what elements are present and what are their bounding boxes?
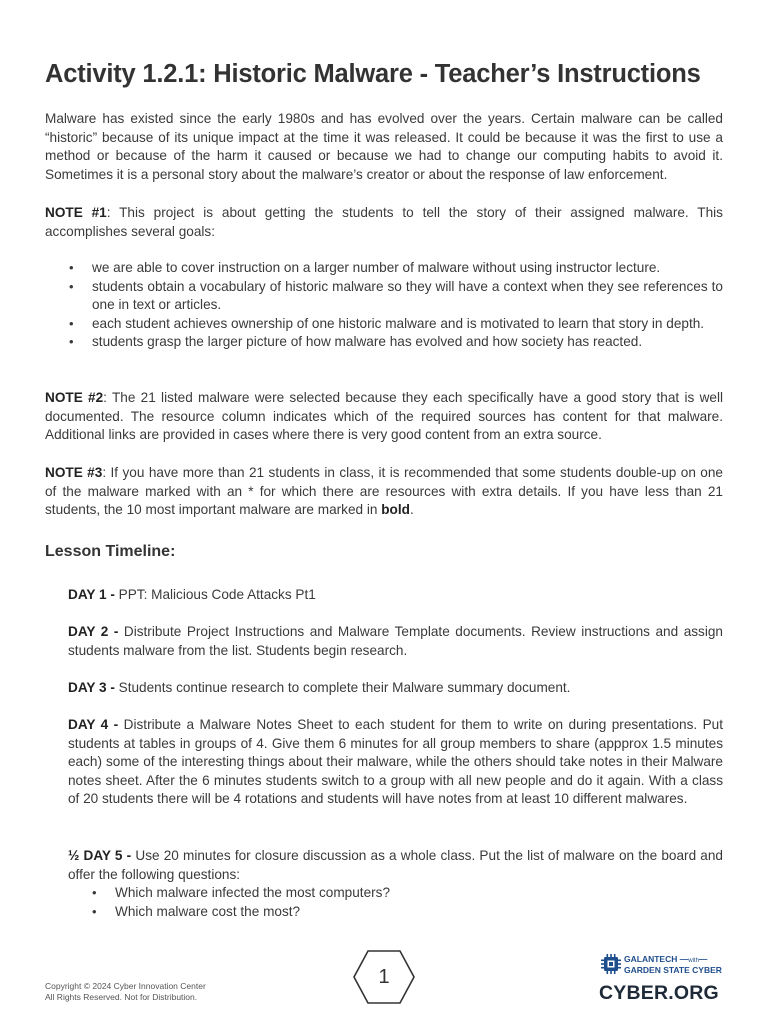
list-item-text: Which malware infected the most computers? xyxy=(115,885,391,900)
bullet-icon: • xyxy=(92,903,97,919)
galantech-chip-icon xyxy=(601,954,621,974)
cyber-org-logo: CYBER.ORG xyxy=(599,982,719,1004)
day-1-entry xyxy=(68,586,723,605)
note-3-label: NOTE #3 xyxy=(45,465,103,480)
note-2-label: NOTE #2 xyxy=(45,390,104,405)
day-label: DAY 2 - xyxy=(68,624,119,639)
day-label: ½ DAY 5 - xyxy=(68,848,132,863)
with-text: with xyxy=(688,958,699,964)
day-text: Use 20 minutes for closure discussion as a whole class. Put the list of malware on the board and offer the following questions: xyxy=(68,848,723,882)
day-label: DAY 3 - xyxy=(68,680,115,695)
list-item xyxy=(45,259,723,278)
galantech-logo-text: GALANTECH —with— xyxy=(624,954,708,964)
day-text: Students continue research to complete their Malware summary document. xyxy=(114,680,571,695)
questions-list xyxy=(68,884,723,921)
bullet-icon: • xyxy=(69,260,74,275)
day-2-entry xyxy=(68,623,723,660)
note-3-bold-word: bold xyxy=(381,502,410,517)
note-2-text: : The 21 listed malware were selected because they each specifically have a good story that is well documented. The resource column indicates which of the required sources has content for that malware. Additional links are provided in cases where there is very good content from an extra source. xyxy=(45,390,723,442)
sponsor-logo-block xyxy=(598,953,726,1005)
list-item-text: students grasp the larger picture of how malware has evolved and how society has reacted. xyxy=(92,334,643,349)
bullet-icon: • xyxy=(92,885,97,900)
list-item-text: Which malware cost the most? xyxy=(115,903,301,919)
list-item xyxy=(45,333,723,352)
intro-paragraph: Malware has existed since the early 1980s and has evolved over the years. Certain malware can be called “historic” because of its unique impact at the time it was released. It could be because it was the first to use a method or because of the harm it caused or because we had to change our computing habits to avoid it. Sometimes it is a personal story about the malware’s creator or about the response of law enforcement. xyxy=(45,111,723,182)
day-4-entry xyxy=(68,716,723,809)
note-1-paragraph xyxy=(45,204,723,241)
note-1-text: : This project is about getting the students to tell the story of their assigned malware. This accomplishes several goals: xyxy=(45,205,723,239)
note-2-paragraph xyxy=(45,389,723,445)
lesson-timeline-heading: Lesson Timeline: xyxy=(45,543,176,560)
bullet-icon: • xyxy=(69,278,74,294)
note-3-text: : If you have more than 21 students in class, it is recommended that some students double-up on one of the malware marked with an * for which there are resources with extra details. If you have less than 21 students, the 10 most important malware are marked in xyxy=(45,465,723,517)
note-1-label: NOTE #1 xyxy=(45,205,107,220)
list-item xyxy=(45,315,723,334)
list-item xyxy=(45,278,723,315)
copyright-line-2: All Rights Reserved. Not for Distribution. xyxy=(45,992,198,1002)
page-number-badge xyxy=(352,949,416,1005)
list-item xyxy=(68,903,723,922)
day-text: Distribute a Malware Notes Sheet to each student for them to write on during presentations. Put students at tables in groups of 4. Give them 6 minutes for all group members to share (appprox 1.5 minutes each) some of the interesting things about their malware, while the others should take notes in their Malware notes sheet. After the 6 minutes students switch to a group with all new people and do it again. With a class of 20 students there will be 4 rotations and students will have notes from at least 10 different malwares. xyxy=(68,717,723,806)
note-3-paragraph xyxy=(45,464,723,520)
garden-state-logo-text: GARDEN STATE CYBER xyxy=(624,965,722,975)
page-title: Activity 1.2.1: Historic Malware - Teacher’s Instructions xyxy=(45,60,701,88)
galantech-name: GALANTECH xyxy=(624,954,678,964)
day-text: Distribute Project Instructions and Malware Template documents. Review instructions and assign students malware from the list. Students begin research. xyxy=(68,624,723,658)
note-3-end: . xyxy=(409,502,414,517)
list-item xyxy=(68,884,723,903)
copyright-line-1: Copyright © 2024 Cyber Innovation Center xyxy=(45,981,206,991)
list-item-text: students obtain a vocabulary of historic malware so they will have a context when they see references to one in text or articles. xyxy=(92,278,723,312)
goals-list xyxy=(45,259,723,352)
list-item-text: we are able to cover instruction on a larger number of malware without using instructor lecture. xyxy=(92,260,661,275)
list-item-text: each student achieves ownership of one historic malware and is motivated to learn that story in depth. xyxy=(92,315,705,331)
day-label: DAY 4 - xyxy=(68,717,119,732)
page-number: 1 xyxy=(378,966,390,988)
bullet-icon: • xyxy=(69,334,74,349)
day-3-entry xyxy=(68,679,723,698)
day-text: PPT: Malicious Code Attacks Pt1 xyxy=(114,587,316,602)
day-5-entry xyxy=(68,847,723,884)
footer-copyright xyxy=(45,981,206,1003)
bullet-icon: • xyxy=(69,315,74,331)
day-label: DAY 1 - xyxy=(68,587,115,602)
